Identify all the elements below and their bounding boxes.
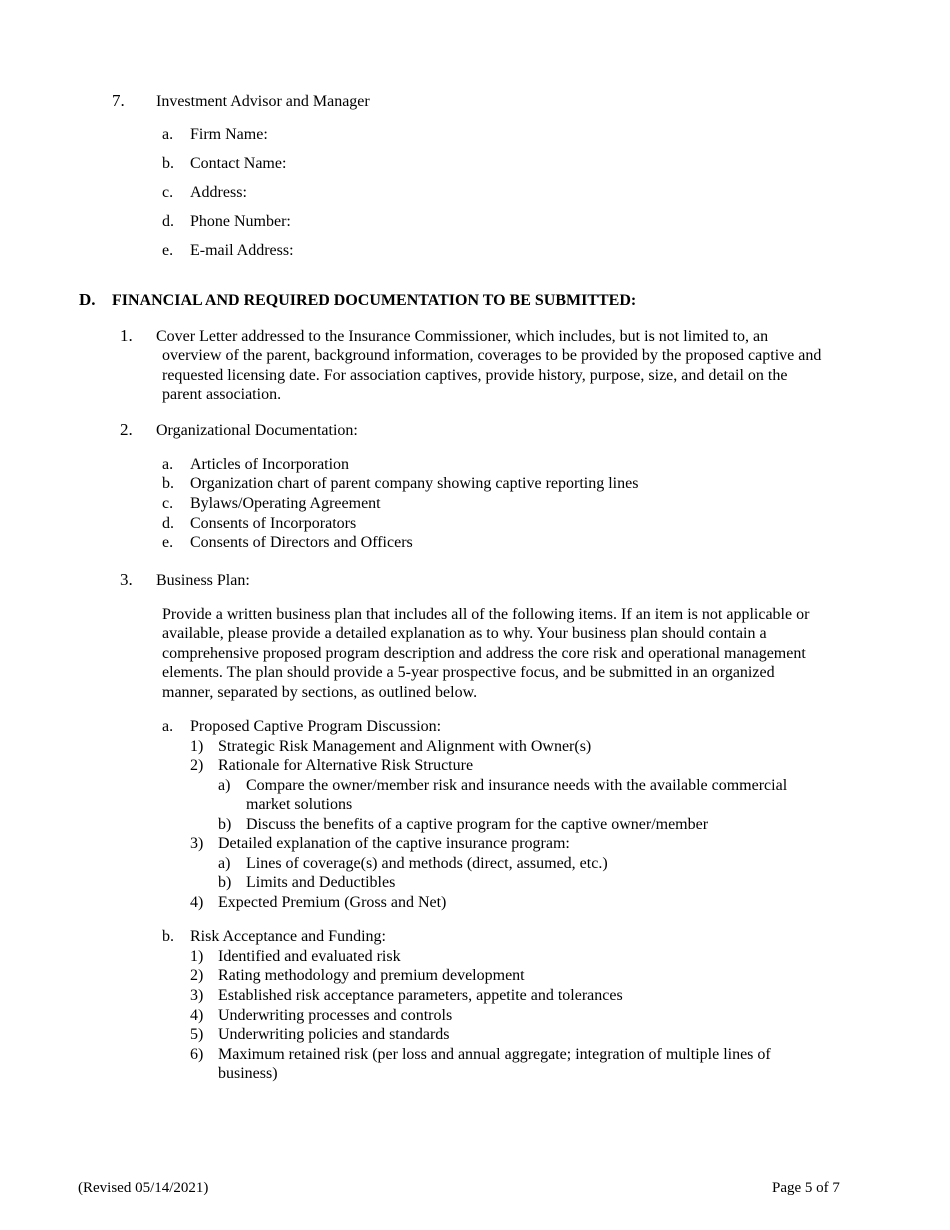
d3a-3b-text: Limits and Deductibles [246, 874, 396, 891]
d3a-3-number: 3) [190, 835, 204, 852]
d3-intro-line: Provide a written business plan that includes all of the following items. If an item is not applicable or [162, 606, 810, 623]
d2-title: Organizational Documentation: [156, 422, 358, 439]
d3a-3-text: Detailed explanation of the captive insurance program: [218, 835, 570, 852]
revision-date: (Revised 05/14/2021) [78, 1180, 209, 1196]
d3a-1-number: 1) [190, 738, 204, 755]
d2-item-text: Consents of Incorporators [190, 515, 357, 532]
item7-field-d-letter: d. [162, 213, 174, 230]
d3b-item-number: 5) [190, 1026, 204, 1043]
item7-field-a-label: Firm Name: [190, 126, 268, 143]
d3b-6-text: business) [218, 1065, 278, 1082]
d3a-2a-text: market solutions [246, 796, 353, 813]
d2-item-text: Articles of Incorporation [190, 456, 350, 473]
d3-intro-line: comprehensive proposed program description and address the core risk and operational management [162, 645, 806, 662]
item7-field-c-label: Address: [190, 184, 247, 201]
d3b-item-text: Established risk acceptance parameters, appetite and tolerances [218, 987, 623, 1004]
d3a-2-text: Rationale for Alternative Risk Structure [218, 757, 474, 774]
item7-field-d-label: Phone Number: [190, 213, 291, 230]
d2-number: 2. [120, 420, 133, 439]
d3b-6-number: 6) [190, 1046, 204, 1063]
d3b-item-number: 1) [190, 948, 204, 965]
item7-field-c-letter: c. [162, 184, 174, 201]
item7-title: Investment Advisor and Manager [156, 93, 370, 110]
d1-text-line: requested licensing date. For association captives, provide history, purpose, size, and detail on the [162, 367, 788, 384]
d3a-2-number: 2) [190, 757, 204, 774]
d2-item-letter: c. [162, 495, 174, 512]
d3a-1-text: Strategic Risk Management and Alignment with Owner(s) [218, 738, 592, 755]
d3a-4-number: 4) [190, 894, 204, 911]
d2-item-letter: e. [162, 534, 174, 551]
d3b-title: Risk Acceptance and Funding: [190, 928, 386, 945]
item7-field-a-letter: a. [162, 126, 174, 143]
d3b-item-text: Underwriting policies and standards [218, 1026, 450, 1043]
d3a-3b-letter: b) [218, 874, 232, 891]
item7-field-b-label: Contact Name: [190, 155, 287, 172]
d3b-item-number: 2) [190, 967, 204, 984]
d1-text-line: parent association. [162, 386, 282, 403]
d3a-2a-text: Compare the owner/member risk and insurance needs with the available commercial [246, 777, 788, 794]
d3b-letter: b. [162, 928, 174, 945]
d3-intro-line: manner, separated by sections, as outlined below. [162, 684, 478, 701]
d3-title: Business Plan: [156, 572, 250, 589]
d3a-4-text: Expected Premium (Gross and Net) [218, 894, 447, 911]
section-d-heading: FINANCIAL AND REQUIRED DOCUMENTATION TO BE SUBMITTED: [112, 292, 637, 309]
d3a-2b-text: Discuss the benefits of a captive program for the captive owner/member [246, 816, 709, 833]
d3a-2b-letter: b) [218, 816, 232, 833]
d2-item-letter: b. [162, 475, 174, 492]
d1-text-line: overview of the parent, background information, coverages to be provided by the proposed captive and [162, 347, 822, 364]
d3b-item-text: Underwriting processes and controls [218, 1007, 453, 1024]
d3b-item-number: 4) [190, 1007, 204, 1024]
d2-item-letter: a. [162, 456, 174, 473]
d2-item-text: Bylaws/Operating Agreement [190, 495, 381, 512]
section-d-letter: D. [79, 290, 96, 309]
d1-number: 1. [120, 326, 133, 345]
d3b-item-number: 3) [190, 987, 204, 1004]
d3-number: 3. [120, 570, 133, 589]
d3a-title: Proposed Captive Program Discussion: [190, 718, 442, 735]
item7-field-e-letter: e. [162, 242, 174, 259]
d3-intro-line: available, please provide a detailed explanation as to why. Your business plan should contain a [162, 625, 767, 642]
item7-number: 7. [112, 91, 125, 110]
item7-field-e-label: E-mail Address: [190, 242, 294, 259]
d3a-3a-text: Lines of coverage(s) and methods (direct, assumed, etc.) [246, 855, 608, 872]
d3b-6-text: Maximum retained risk (per loss and annual aggregate; integration of multiple lines of [218, 1046, 771, 1063]
d2-item-letter: d. [162, 515, 174, 532]
d1-text-line: Cover Letter addressed to the Insurance Commissioner, which includes, but is not limited to, an [156, 328, 769, 345]
d3a-letter: a. [162, 718, 174, 735]
d3a-2a-letter: a) [218, 777, 231, 794]
d3b-item-text: Identified and evaluated risk [218, 948, 401, 965]
d3-intro-line: elements. The plan should provide a 5-year prospective focus, and be submitted in an organized [162, 664, 775, 681]
item7-field-b-letter: b. [162, 155, 174, 172]
d3b-item-text: Rating methodology and premium development [218, 967, 525, 984]
d3a-3a-letter: a) [218, 855, 231, 872]
d2-item-text: Organization chart of parent company showing captive reporting lines [190, 475, 639, 492]
d2-item-text: Consents of Directors and Officers [190, 534, 413, 551]
page-number: Page 5 of 7 [772, 1180, 840, 1196]
